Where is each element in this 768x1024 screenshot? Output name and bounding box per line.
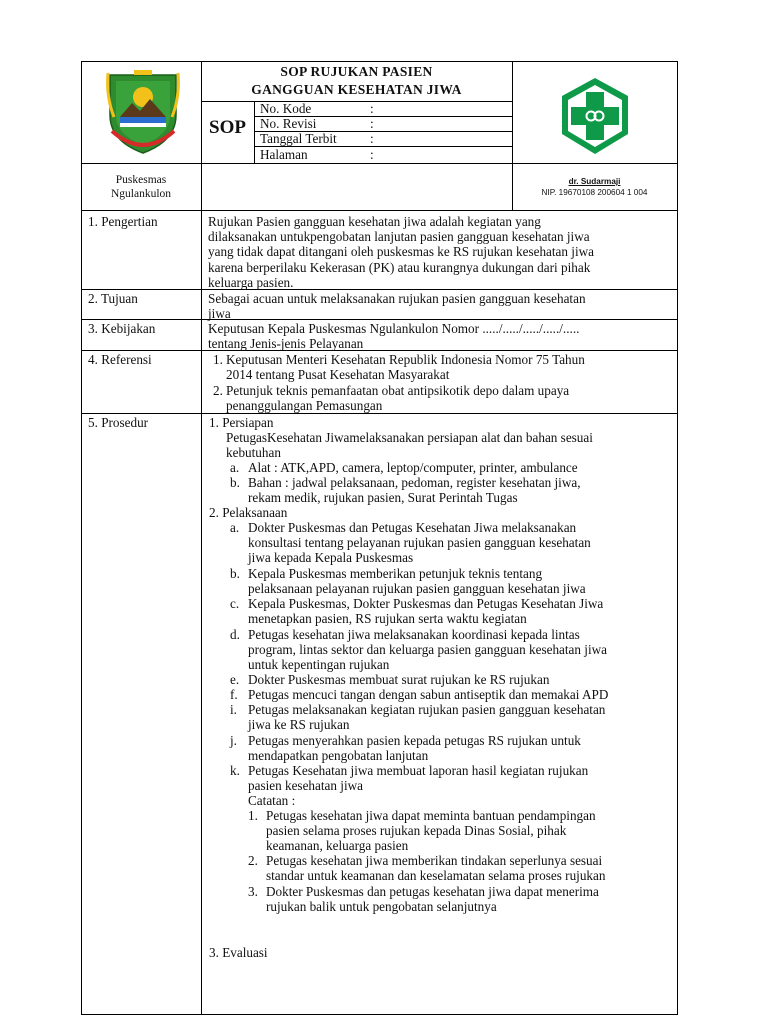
section-label-pengertian: 1. Pengertian <box>88 214 158 229</box>
list-marker: e. <box>230 672 240 687</box>
sop-label-divider <box>254 101 255 163</box>
field-label-kode: No. Kode <box>260 101 312 116</box>
text-line: program, lintas sektor dan keluarga pasien gangguan kesehatan jiwa <box>248 642 607 658</box>
table-border-right <box>677 61 678 1015</box>
evaluasi-heading: 3. Evaluasi <box>209 945 268 960</box>
text-line: menetapkan pasien, RS rujukan serta waktu kegiatan <box>248 611 527 627</box>
list-item <box>248 520 670 566</box>
list-item <box>248 627 670 673</box>
text-line: mendapatkan pengobatan lanjutan <box>248 748 429 764</box>
text-line: jiwa <box>208 306 231 322</box>
sop-label: SOP <box>209 117 246 138</box>
list-marker: f. <box>230 687 238 702</box>
tujuan-text <box>208 291 670 321</box>
table-border-bottom <box>81 1014 678 1015</box>
list-marker: i. <box>230 702 237 717</box>
list-marker: c. <box>230 596 240 611</box>
text-line: keluarga pasien. <box>208 274 294 290</box>
text-line: penanggulangan Pemasungan <box>226 398 383 414</box>
text-line: Bahan : jadwal pelaksanaan, pedoman, register kesehatan jiwa, <box>248 475 581 490</box>
text-line: Petugas melaksanakan kegiatan rujukan pasien gangguan kesehatan <box>248 702 606 717</box>
puskesmas-logo <box>558 76 632 156</box>
text-line: Petugas Kesehatan jiwa membuat laporan hasil kegiatan rujukan <box>248 763 589 778</box>
table-border-top <box>81 61 678 62</box>
catatan-item <box>266 808 670 854</box>
list-marker: a. <box>230 520 240 535</box>
list-marker: j. <box>230 733 237 748</box>
list-marker: 3. <box>248 884 258 899</box>
catatan-label: Catatan : <box>248 793 296 808</box>
signer-name: dr. Sudarmaji <box>568 177 621 186</box>
catatan-item <box>266 884 670 914</box>
text-line: Petunjuk teknis pemanfaatan obat antipsikotik depo dalam upaya <box>226 383 570 398</box>
list-item <box>248 596 670 626</box>
signature-block <box>512 176 677 198</box>
field-sep: : <box>370 147 374 162</box>
list-item <box>226 352 670 382</box>
list-marker: k. <box>230 763 240 778</box>
list-item <box>248 566 670 596</box>
text-line: rekam medik, rujukan pasien, Surat Perintah Tugas <box>248 490 518 506</box>
persiapan-heading: 1. Persiapan <box>209 415 274 430</box>
field-label-halaman: Halaman <box>260 147 308 162</box>
section-label-prosedur: 5. Prosedur <box>88 415 149 430</box>
persiapan-intro <box>226 430 670 460</box>
text-line: tentang Jenis-jenis Pelayanan <box>208 336 364 352</box>
text-line: kebutuhan <box>226 445 281 461</box>
list-item <box>248 702 670 732</box>
text-line: karena berperilaku Kekerasan (PK) atau kurangnya dukungan dari pihak <box>208 259 591 275</box>
text-line: jiwa ke RS rujukan <box>248 717 350 733</box>
list-item <box>226 383 670 413</box>
text-line: Petugas mencuci tangan dengan sabun antiseptik dan memakai APD <box>248 687 609 702</box>
list-item <box>248 460 670 475</box>
field-label-tanggal: Tanggal Terbit <box>260 131 337 146</box>
text-line: Dokter Puskesmas dan petugas kesehatan jiwa dapat menerima <box>266 884 599 899</box>
text-line: Petugas kesehatan jiwa melaksanakan koordinasi kepada lintas <box>248 627 580 642</box>
text-line: Dokter Puskesmas membuat surat rujukan ke RS rujukan <box>248 672 550 687</box>
list-marker: b. <box>230 475 240 490</box>
catatan-item <box>266 853 670 883</box>
text-line: Alat : ATK,APD, camera, leptop/computer, printer, ambulance <box>248 460 578 475</box>
text-line: Kepala Puskesmas memberikan petunjuk teknis tentang <box>248 566 543 581</box>
organization-name <box>81 173 201 201</box>
list-item <box>248 687 670 702</box>
text-line: Petugas menyerahkan pasien kepada petugas RS rujukan untuk <box>248 733 581 748</box>
regency-emblem <box>104 67 182 157</box>
header-divider <box>81 163 678 164</box>
field-sep: : <box>370 116 374 131</box>
text-line: Rujukan Pasien gangguan kesehatan jiwa adalah kegiatan yang <box>208 214 541 229</box>
org-line-1: Puskesmas <box>115 174 167 186</box>
kebijakan-text <box>208 321 670 351</box>
list-marker: 2. <box>213 383 223 398</box>
text-line: PetugasKesehatan Jiwamelaksanakan persiapan alat dan bahan sesuai <box>226 430 593 445</box>
text-line: keamanan, keluarga pasien <box>266 838 409 854</box>
list-item <box>248 733 670 763</box>
field-label-revisi: No. Revisi <box>260 116 317 131</box>
text-line: Sebagai acuan untuk melaksanakan rujukan pasien gangguan kesehatan <box>208 291 586 306</box>
text-line: pelaksanaan pelayanan rujukan pasien gangguan kesehatan jiwa <box>248 581 586 597</box>
column-divider <box>201 61 202 1015</box>
list-item <box>248 763 670 793</box>
field-sep: : <box>370 131 374 146</box>
section-label-kebijakan: 3. Kebijakan <box>88 321 156 336</box>
list-marker: b. <box>230 566 240 581</box>
field-sep: : <box>370 101 374 116</box>
list-marker: 1. <box>213 352 223 367</box>
title-line-2: GANGGUAN KESEHATAN JIWA <box>251 82 462 97</box>
org-line-2: Ngulankulon <box>110 188 172 200</box>
title-line-1: SOP RUJUKAN PASIEN <box>280 64 433 79</box>
text-line: jiwa kepada Kepala Puskesmas <box>248 550 414 566</box>
list-item <box>248 672 670 687</box>
list-item <box>248 475 670 505</box>
text-line: untuk kepentingan rujukan <box>248 657 390 673</box>
text-line: rujukan balik untuk pengobatan selanjutnya <box>266 899 497 915</box>
list-marker: 1. <box>248 808 258 823</box>
header-bottom-divider <box>81 210 678 211</box>
section-label-referensi: 4. Referensi <box>88 352 152 367</box>
pelaksanaan-heading: 2. Pelaksanaan <box>209 505 288 520</box>
text-line: standar untuk keamanan dan keselamatan selama proses rujukan <box>266 868 606 884</box>
text-line: yang tidak dapat ditangani oleh puskesmas ke RS rujukan kesehatan jiwa <box>208 244 595 260</box>
signer-nip: NIP. 19670108 200604 1 004 <box>541 188 648 197</box>
text-line: 2014 tentang Pusat Kesehatan Masyarakat <box>226 367 450 383</box>
title-divider <box>201 101 512 102</box>
text-line: Petugas kesehatan jiwa dapat meminta bantuan pendampingan <box>266 808 596 823</box>
list-marker: d. <box>230 627 240 642</box>
text-line: pasien selama proses rujukan kepada Dinas Sosial, pihak <box>266 823 567 839</box>
section-label-tujuan: 2. Tujuan <box>88 291 138 306</box>
text-line: Petugas kesehatan jiwa memberikan tindakan seperlunya sesuai <box>266 853 603 868</box>
text-line: Dokter Puskesmas dan Petugas Kesehatan Jiwa melaksanakan <box>248 520 577 535</box>
text-line: pasien kesehatan jiwa <box>248 778 363 794</box>
text-line: Keputusan Menteri Kesehatan Republik Indonesia Nomor 75 Tahun <box>226 352 585 367</box>
document-title <box>201 63 512 99</box>
list-marker: a. <box>230 460 240 475</box>
table-border-left <box>81 61 82 1015</box>
text-line: Keputusan Kepala Puskesmas Ngulankulon Nomor ...../...../...../...../..... <box>208 321 580 336</box>
text-line: dilaksanakan untukpengobatan lanjutan pasien gangguan kesehatan jiwa <box>208 229 590 245</box>
text-line: konsultasi tentang pelayanan rujukan pasien gangguan kesehatan <box>248 535 591 551</box>
list-marker: 2. <box>248 853 258 868</box>
text-line: Kepala Puskesmas, Dokter Puskesmas dan Petugas Kesehatan Jiwa <box>248 596 604 611</box>
pengertian-text <box>208 214 670 290</box>
